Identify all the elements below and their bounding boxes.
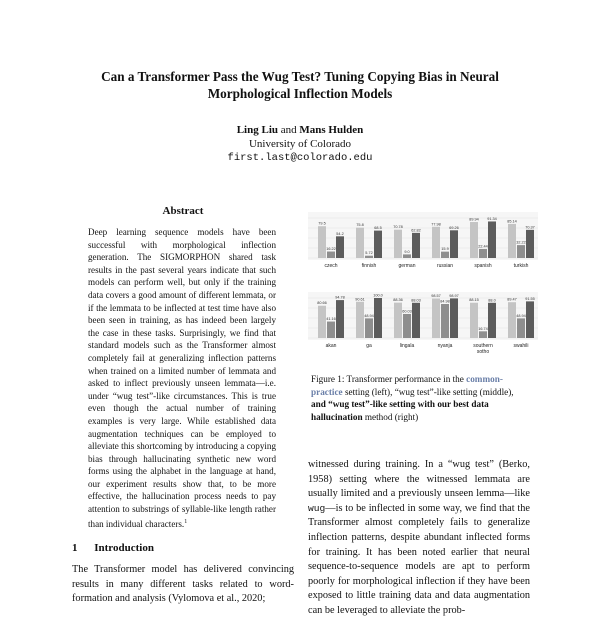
wug-word: wug [308, 502, 326, 514]
chart-1-bar-czech-3 [336, 236, 344, 258]
footnote-mark: 1 [184, 518, 188, 525]
figure-1-charts [306, 210, 538, 368]
chart-1-category-label: finnish [361, 263, 377, 269]
abstract-body [88, 226, 276, 530]
author-conjunction: and [280, 124, 297, 136]
chart-1-bar-czech-2 [327, 252, 335, 258]
chart-1-category-label: spanish [474, 263, 492, 269]
chart-2-bar-nyanja-3 [450, 298, 458, 338]
chart-1-value-label: 68.5 [374, 226, 382, 231]
chart-2-bar-ga-3 [374, 298, 382, 338]
chart-2-bar-ga-2 [365, 318, 373, 338]
chart-1-bar-finnish-2 [365, 256, 373, 258]
chart-1-bar-turkish-3 [526, 230, 534, 258]
chart-2-value-label: 91.55 [525, 296, 535, 301]
chart-1-bar-czech-1 [318, 226, 326, 258]
caption-prefix: Figure 1: Transformer performance in the [311, 374, 467, 384]
chart-1-value-label: 69.26 [449, 225, 459, 230]
chart-2-value-label: 89.47 [507, 297, 517, 302]
chart-2-bar-southern-sotho-2 [479, 331, 487, 338]
chart-1-value-label: 70.78 [393, 225, 403, 230]
chart-2-value-label: 88.03 [411, 298, 421, 303]
column-2-text [308, 458, 530, 619]
chart-2-value-label: 94.78 [335, 295, 345, 300]
chart-1-category-label: turkish [513, 263, 529, 269]
chart-2-value-label: 100.0 [373, 293, 383, 298]
chart-2-bar-southern-sotho-3 [488, 303, 496, 338]
caption-suffix: method (right) [362, 411, 419, 422]
chart-1-bar-turkish-2 [517, 245, 525, 258]
chart-2-bar-akan-3 [336, 300, 344, 338]
chart-2-bar-lingala-2 [403, 314, 411, 338]
chart-2-value-label: 41.16 [326, 317, 336, 322]
abstract-heading: Abstract [162, 205, 204, 217]
chart-1-value-label: 91.34 [487, 216, 497, 221]
chart-2-category-label: ga [366, 343, 372, 349]
title-line-1: Can a Transformer Pass the Wug Test? Tuning Copying Bias in Neural [101, 69, 499, 84]
title-line-2: Morphological Inflection Models [207, 86, 393, 101]
chart-2-value-label: 16.74 [478, 326, 488, 331]
chart-2-bar-lingala-3 [412, 303, 420, 338]
chart-2-value-label: 48.94 [516, 313, 526, 318]
chart-2-bar-nyanja-2 [441, 304, 449, 338]
chart-1-bar-german-1 [394, 230, 402, 258]
chart-2-value-label: 60.03 [402, 309, 412, 314]
chart-2-bar-ga-1 [356, 302, 364, 338]
figure-caption [311, 373, 529, 423]
chart-1-bar-spanish-2 [479, 249, 487, 258]
caption-hallucination: and “wug test”-like setting with our best data hallucination [311, 399, 489, 422]
chart-1-value-label: 5.72 [365, 251, 373, 256]
chart-2-value-label: 88.0 [488, 298, 496, 303]
caption-mid: setting (left), “wug test”-like setting (middle), [342, 386, 514, 397]
chart-2-value-label: 98.57 [431, 294, 441, 299]
chart-1-category-label: german [398, 263, 416, 269]
chart-2-category-label: swahili [513, 343, 529, 349]
section-number: 1 [72, 542, 78, 554]
chart-2-value-label: 48.94 [364, 313, 374, 318]
chart-1-value-label: 32.22 [516, 240, 526, 245]
chart-2-category-label: sotho [476, 349, 490, 355]
chart-1-value-label: 85.14 [507, 219, 517, 224]
chart-1-bar-turkish-1 [508, 224, 516, 258]
abstract-text: Deep learning sequence models have been successful with morphological inflection generation. The SIGMORPHON shared task results in the past several years indicate that such models can perform well, but only if the training data covers a good amount of different lemmata, or if the lemmata to be inflected at test time have also been seen in training, as has indeed been largely the case in these tasks. Surprisingly, we find that standard models such as the Transformer almost completely fail at generalizing inflection patterns when trained on a limited number of lemmata and asked to inflect previously unseen lemmata—i.e. under “wug test”-like circumstances. This is true even though the actual number of training examples is very large. While established data augmentation techniques can be employed to alleviate this shortcoming by introducing a copying bias through hallucinating synthetic new word forms using the alphabet in the language at hand, our experiment results show that, to be more effective, the hallucination process needs to pay attention to substrings of syllable-like length rather than individual characters. [88, 227, 276, 529]
chart-1-bar-spanish-3 [488, 221, 496, 258]
chart-1-value-label: 9.0 [404, 249, 410, 254]
chart-1-value-label: 54.2 [336, 231, 344, 236]
chart-1-category-label: russian [436, 263, 454, 269]
chart-2-category-label: lingala [399, 343, 415, 349]
chart-1-bar-finnish-3 [374, 231, 382, 258]
chart-2-bar-akan-1 [318, 306, 326, 338]
section-heading-introduction [72, 542, 154, 554]
chart-1-bar-german-3 [412, 233, 420, 258]
author-2: Mans Hulden [299, 124, 364, 136]
chart-2-bar-swahili-1 [508, 302, 516, 338]
column-2-part-2: —is to be inflected in some way, we find that the Transformer almost completely fails to generalize inflection patterns, despite abundant inflected forms for training. It has been noted earlier that neural sequence-to-sequence models are apt to perform poorly for morphological inflection if they have been exposed to little training data and data augmentation can be leveraged to alleviate the prob- [308, 502, 530, 616]
chart-2-category-label: southern [473, 343, 493, 349]
chart-2-bar-swahili-3 [526, 301, 534, 338]
chart-1-bar-russian-2 [441, 252, 449, 258]
chart-2-bar-akan-2 [327, 322, 335, 338]
author-block [150, 123, 450, 165]
introduction-text: The Transformer model has delivered convincing results in many different tasks related to word-formation and analysis (Vylomova et al., 2020; [72, 564, 294, 605]
chart-2-value-label: 90.61 [355, 297, 365, 302]
chart-2-bar-southern-sotho-1 [470, 303, 478, 338]
chart-1-bar-german-2 [403, 254, 411, 258]
chart-2-bar-nyanja-1 [432, 299, 440, 338]
chart-1-bar-finnish-1 [356, 228, 364, 258]
chart-2-value-label: 98.97 [449, 293, 459, 298]
chart-1-value-label: 89.94 [469, 217, 479, 222]
chart-1-category-label: czech [324, 263, 338, 269]
chart-2-bar-lingala-1 [394, 303, 402, 338]
chart-1-bar-russian-1 [432, 227, 440, 258]
chart-2-value-label: 80.66 [317, 301, 327, 306]
chart-1-bar-spanish-1 [470, 222, 478, 258]
column-2-part-1: witnessed during training. In a “wug test” (Berko, 1958) setting where the witnessed lemmata are usually limited and a previously unseen lemma—like [308, 459, 530, 500]
affiliation: University of Colorado [248, 138, 352, 150]
chart-1-value-label: 70.37 [525, 225, 535, 230]
paper-title [60, 68, 540, 102]
chart-2-value-label: 88.15 [469, 298, 479, 303]
chart-1-value-label: 15.9 [441, 247, 449, 252]
section-title: Introduction [94, 542, 154, 554]
chart-2-value-label: 84.98 [440, 299, 450, 304]
chart-1-value-label: 22.44 [478, 244, 488, 249]
chart-1-value-label: 75.8 [356, 223, 364, 228]
chart-2-value-label: 88.36 [393, 298, 403, 303]
chart-1-value-label: 77.98 [431, 222, 441, 227]
chart-1-value-label: 79.5 [318, 221, 326, 226]
chart-1-bar-russian-3 [450, 230, 458, 258]
chart-1-value-label: 62.82 [411, 228, 421, 233]
author-email: first.last@colorado.edu [227, 152, 373, 164]
author-1: Ling Liu [236, 124, 278, 136]
chart-1-value-label: 16.22 [326, 247, 336, 252]
chart-2-bar-swahili-2 [517, 318, 525, 338]
caption-common-practice: common-practice [311, 374, 503, 397]
chart-2-category-label: nyanja [437, 343, 453, 349]
chart-2-category-label: akan [325, 343, 337, 349]
